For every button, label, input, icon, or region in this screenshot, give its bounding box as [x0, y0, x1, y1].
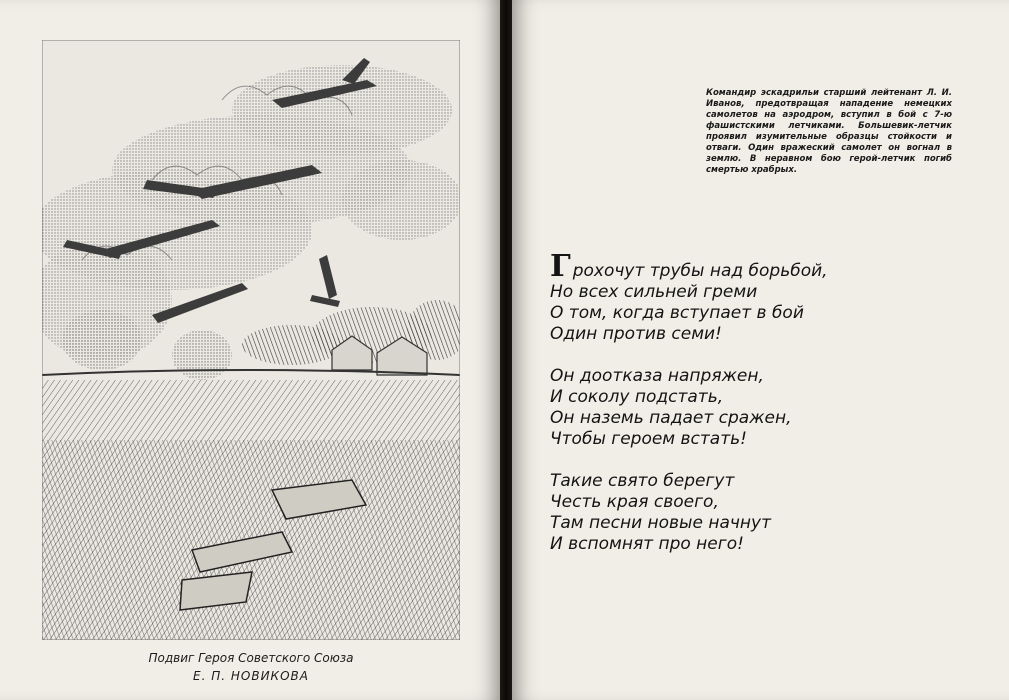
poem-line: Но всех сильней греми [550, 282, 758, 302]
poem-line: И соколу подстать, [550, 387, 724, 407]
poem-line: Он доотказа напряжен, [550, 366, 764, 386]
poem-line: О том, когда вступает в бой [550, 303, 804, 323]
poem-stanza-1 [550, 249, 970, 345]
poem-stanza-2 [550, 366, 970, 450]
poem-line [550, 249, 970, 284]
poem-line: Один против семи! [550, 324, 722, 344]
poem-line: Там песни новые начнут [550, 513, 771, 533]
epigraph-note: Командир эскадрильи старший лейтенант Л. И. Иванов, предотвращая нападение немецких самолетов на аэродром, вступил в бой с 7-ю фашистскими летчиками. Большевик-летчик проявил изумительные образцы стойкости и отваги. Один вражеский самолет он вогнал в землю. В неравном бою герой-летчик погиб смертью храбрых. [706, 88, 952, 175]
poem-line-text: рохочут трубы над борьбой, [572, 261, 828, 281]
poem-line: Он наземь падает сражен, [550, 408, 792, 428]
poem-line: Чтобы героем встать! [550, 429, 747, 449]
illustration-author: Е. П. НОВИКОВА [193, 669, 309, 683]
poem-line: И вспомнят про него! [550, 534, 744, 554]
poem-stanza-3 [550, 471, 970, 555]
poem [550, 249, 970, 576]
battle-drawing-illustration [42, 40, 460, 640]
battle-illustration [42, 40, 460, 640]
left-page [0, 0, 500, 700]
illustration-caption: Подвиг Героя Советского Союза [148, 651, 354, 665]
poem-line: Честь края своего, [550, 492, 719, 512]
poem-line: Такие свято берегут [550, 471, 735, 491]
poem-dropcap: Г [550, 249, 571, 284]
book-gutter [500, 0, 512, 700]
